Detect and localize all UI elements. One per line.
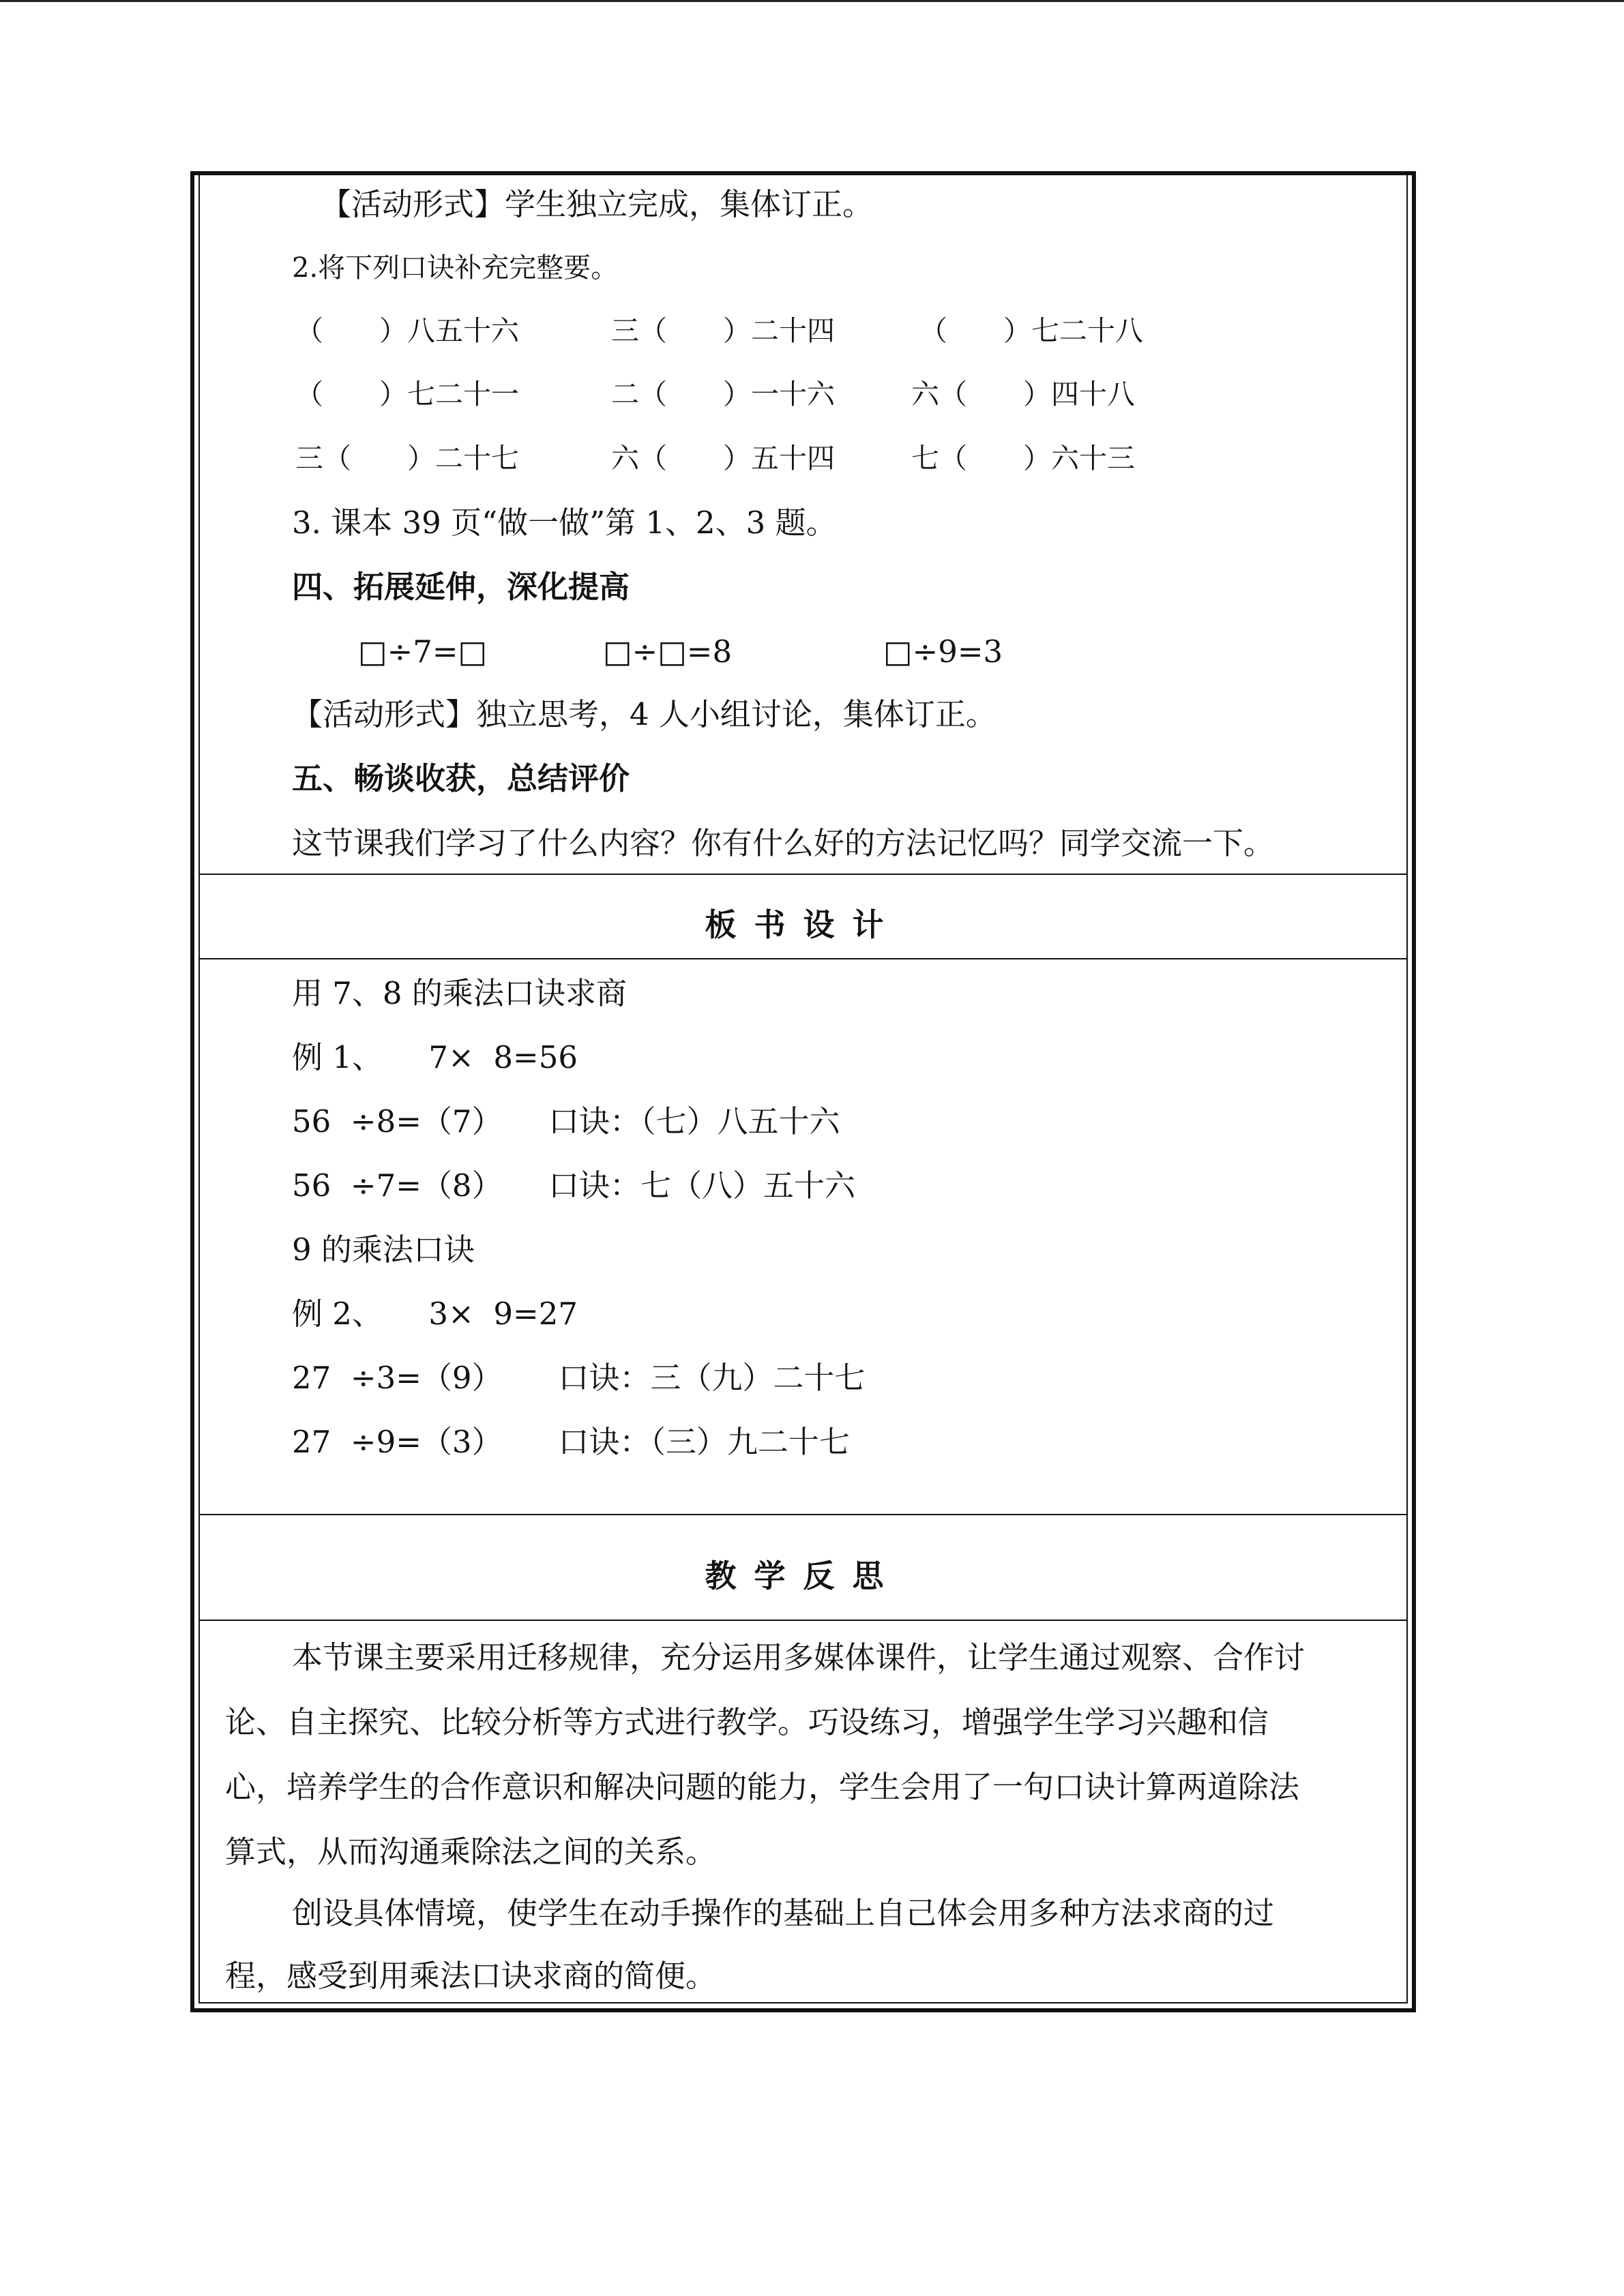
board-line-1: 用 7、8 的乘法口诀求商	[292, 975, 627, 1011]
fill-blank-r1c3: （ ）七二十八	[919, 314, 1143, 347]
row-divider	[198, 874, 1408, 875]
reflection-line-6: 程，感受到用乘法口诀求商的简便。	[225, 1958, 717, 1994]
reflection-line-4: 算式，从而沟通乘除法之间的关系。	[225, 1834, 717, 1870]
board-line-8: 27 ÷9=（3） 口诀：（三）九二十七	[292, 1424, 850, 1460]
question-2-title: 2.将下列口诀补充完整要。	[292, 252, 619, 284]
fill-blank-r2c1: （ ）七二十一	[295, 378, 519, 411]
reflection-line-2: 论、自主探究、比较分析等方式进行教学。巧设练习，增强学生学习兴趣和信	[225, 1704, 1269, 1740]
row-divider	[198, 1514, 1408, 1515]
board-line-2: 例 1、 7× 8=56	[292, 1039, 578, 1075]
board-design-heading: 板书设计	[705, 906, 902, 943]
page-top-rule	[0, 0, 1624, 2]
fill-blank-r3c2: 六（ ）五十四	[611, 442, 835, 475]
board-line-3: 56 ÷8=（7） 口诀：（七）八五十六	[292, 1103, 840, 1139]
fill-blank-r3c1: 三（ ）二十七	[295, 442, 519, 475]
extend-equation-1: □÷7=□	[358, 633, 488, 670]
board-line-5: 9 的乘法口诀	[292, 1232, 475, 1268]
fill-blank-r3c3: 七（ ）六十三	[911, 442, 1135, 475]
board-line-6: 例 2、 3× 9=27	[292, 1296, 578, 1332]
reflection-heading: 教学反思	[705, 1557, 902, 1594]
section-5-heading: 五、畅谈收获，总结评价	[292, 760, 630, 796]
board-line-7: 27 ÷3=（9） 口诀：三（九）二十七	[292, 1360, 866, 1396]
activity-form-1: 【活动形式】学生独立完成，集体订正。	[321, 186, 874, 222]
section-4-heading: 四、拓展延伸，深化提高	[292, 569, 630, 605]
fill-blank-r1c1: （ ）八五十六	[295, 314, 519, 347]
question-3: 3. 课本 39 页“做一做”第 1、2、3 题。	[292, 505, 837, 541]
fill-blank-r2c3: 六（ ）四十八	[911, 378, 1135, 411]
summary-text: 这节课我们学习了什么内容？你有什么好的方法记忆吗？同学交流一下。	[292, 825, 1275, 861]
reflection-line-5: 创设具体情境，使学生在动手操作的基础上自己体会用多种方法求商的过	[292, 1895, 1275, 1931]
activity-form-2: 【活动形式】独立思考，4 人小组讨论，集体订正。	[292, 696, 996, 732]
reflection-line-1: 本节课主要采用迁移规律，充分运用多媒体课件，让学生通过观察、合作讨	[292, 1639, 1305, 1675]
row-divider	[198, 1620, 1408, 1621]
extend-equation-2: □÷□=8	[603, 633, 733, 670]
reflection-line-3: 心，培养学生的合作意识和解决问题的能力，学生会用了一句口诀计算两道除法	[225, 1769, 1300, 1805]
fill-blank-r1c2: 三（ ）二十四	[611, 314, 835, 347]
fill-blank-r2c2: 二（ ）一十六	[611, 378, 835, 411]
row-divider	[198, 958, 1408, 959]
extend-equation-3: □÷9=3	[883, 633, 1003, 670]
board-line-4: 56 ÷7=（8） 口诀：七（八）五十六	[292, 1167, 856, 1204]
